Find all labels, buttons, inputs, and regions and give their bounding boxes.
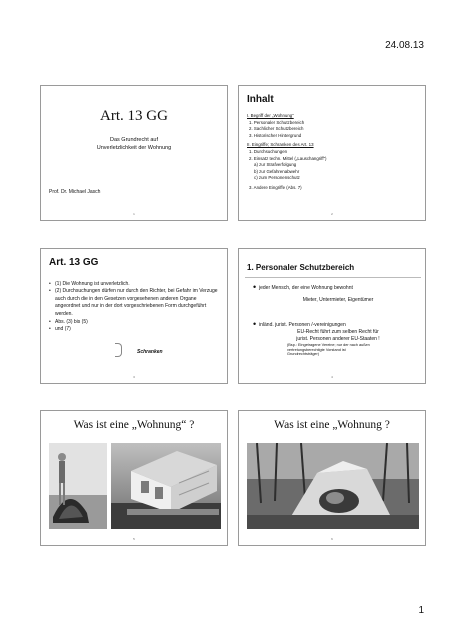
tent-houseboat-photo <box>49 443 221 529</box>
page-number: 1 <box>418 605 424 616</box>
slide-3-article-text <box>40 248 228 384</box>
slide-title: Was ist eine „Wohnung“ ? <box>73 419 195 431</box>
slide-6-photo <box>238 410 426 546</box>
heading-divider <box>245 277 421 278</box>
slide-title: Was ist eine „Wohnung ? <box>274 419 390 431</box>
toc-item: 3. Andere Eingriffe (Abs. 7) <box>249 184 302 190</box>
table-of-contents <box>247 113 419 192</box>
toc-section: II. Eingriffe; Schranken des Art. 13 <box>247 142 314 148</box>
bullet-icon: • <box>253 282 257 292</box>
slide-2-contents <box>238 85 426 221</box>
bullet-text: jurist. Personen anderer EU-Staaten ! <box>296 336 380 342</box>
slide-1-title <box>40 85 228 221</box>
slide-subtitle <box>41 136 227 152</box>
slide-number: 1 <box>133 212 135 216</box>
toc-subitem: b) zur Gefahrenabwehr <box>254 168 300 174</box>
slide-author: Prof. Dr. Michael Jasch <box>49 189 101 195</box>
outdoor-camp-photo <box>247 443 419 529</box>
toc-item: 1. Durchsuchungen <box>249 148 288 154</box>
toc-section: I. Begriff der „Wohnung“ <box>247 113 294 118</box>
slide-title: Art. 13 GG <box>100 108 168 124</box>
bullet-text: inländ. jurist. Personen /-vereinigungen <box>259 322 346 328</box>
list-item: • (2) Durchsuchungen dürfen nur durch den Richter, bei Gefahr im Verzuge auch durch die in den Gesetzen vorgesehenen anderen Organe angeordnet und nur in der dort vorgeschriebenen Form durchgeführt werden. <box>49 288 221 318</box>
bullet-note: Grundrechtsträger) <box>287 352 320 357</box>
bullet-text: EU-Recht führt zum selben Recht für <box>297 329 379 335</box>
toc-subitem: c) zum Personenschutz <box>254 175 300 181</box>
slide-4-schutzbereich <box>238 248 426 384</box>
bullet-note: vertretungsberechtigte Vorstand ist <box>287 347 346 352</box>
slide-heading: Inhalt <box>247 94 274 105</box>
toc-item: 1. Personaler Schutzbereich <box>249 119 305 125</box>
toc-item: 2. Einsatz techn. Mittel („Lauschangriff“) <box>249 155 327 161</box>
toc-item: 2. Sachlicher Schutzbereich <box>249 126 304 132</box>
slide-number: 5 <box>133 537 135 541</box>
toc-item: 3. Historischer Hintergrund <box>249 132 302 138</box>
brace-icon <box>115 343 122 357</box>
list-item: • Abs. (3) bis (5) <box>49 319 221 326</box>
slide-heading: 1. Personaler Schutzbereich <box>247 263 355 272</box>
bullet-subtext: Mieter, Untermieter, Eigentümer <box>302 297 374 303</box>
brace-label: Schranken <box>137 349 163 355</box>
slide-heading: Art. 13 GG <box>49 257 99 268</box>
subtitle-line: Das Grundrecht auf <box>110 137 158 143</box>
toc-subitem: a) zur Strafverfolgung <box>254 162 297 168</box>
slide-number: 4 <box>331 375 333 379</box>
article-list <box>49 281 221 334</box>
bullet-text: jeder Mensch, der eine Wohnung bewohnt <box>259 285 353 291</box>
slide-5-photos <box>40 410 228 546</box>
bullet-block <box>259 285 417 304</box>
bullet-icon: • <box>253 319 257 329</box>
slide-number: 2 <box>331 212 333 216</box>
subtitle-line: Unverletzlichkeit der Wohnung <box>96 145 172 151</box>
slide-number: 6 <box>331 537 333 541</box>
slide-number: 3 <box>133 375 135 379</box>
list-item: • (1) Die Wohnung ist unverletzlich. <box>49 281 221 288</box>
print-date: 24.08.13 <box>385 40 424 51</box>
bullet-note: (Bsp.: Eingetragene Vereine; nur der nach außen <box>287 343 370 347</box>
list-item: • und (7) <box>49 326 221 333</box>
bullet-block <box>259 322 417 357</box>
